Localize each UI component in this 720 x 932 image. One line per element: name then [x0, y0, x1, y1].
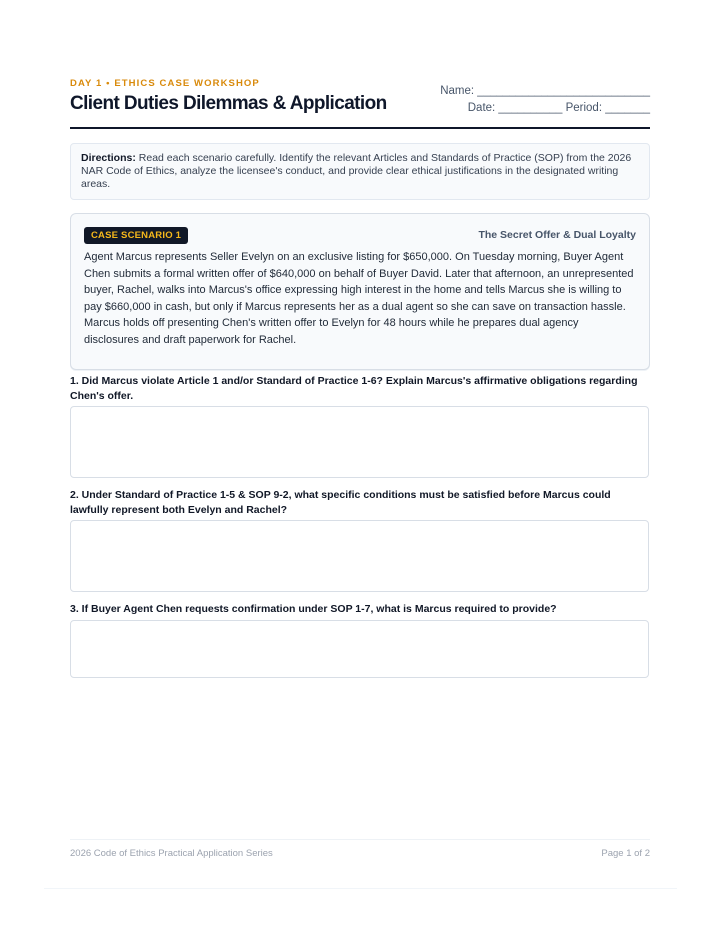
case-scenario-badge: CASE SCENARIO 1 — [84, 227, 188, 244]
worksheet-page — [70, 0, 650, 932]
question-3: 3. If Buyer Agent Chen requests confirmation under SOP 1-7, what is Marcus required to provide? — [70, 603, 557, 615]
directions-box — [70, 143, 650, 200]
case-scenario-text: Agent Marcus represents Seller Evelyn on an exclusive listing for $650,000. On Tuesday morning, Buyer Agent Chen submits a formal written offer of $640,000 on behalf of Buyer David. Later that afternoon, an unrepresented buyer, Rachel, walks into Marcus's office expressing high interest in the home and tells Marcus she is willing to pay $660,000 in cash, but only if Marcus represents her as a dual agent so she can save on transaction hassle. Marcus holds off presenting Chen's written offer to Evelyn for 48 hours while he prepares dual agency disclosures and draft paperwork for Rachel. — [84, 251, 634, 346]
question-2: 2. Under Standard of Practice 1-5 & SOP 9-2, what specific conditions must be satisfied before Marcus could lawfully represent both Evelyn and Rachel? — [70, 489, 611, 516]
name-field-line: Name: ___________________________ — [440, 85, 650, 97]
answer-box-1[interactable] — [70, 406, 649, 478]
answer-box-3[interactable] — [70, 620, 649, 678]
answer-box-2[interactable] — [70, 520, 649, 592]
question-1: 1. Did Marcus violate Article 1 and/or Standard of Practice 1-6? Explain Marcus's affirmative obligations regarding Chen's offer. — [70, 375, 638, 402]
header-divider — [70, 127, 650, 129]
page-bottom-divider — [44, 888, 677, 889]
worksheet-eyebrow: DAY 1 • ETHICS CASE WORKSHOP — [70, 78, 260, 89]
directions-label: Directions: — [81, 152, 136, 164]
case-scenario-card — [70, 213, 650, 370]
footer-divider — [70, 839, 650, 840]
directions-text: Read each scenario carefully. Identify the relevant Articles and Standards of Practice (SOP) from the 2026 NAR Code of Ethics, analyze the licensee's conduct, and provide clear ethical justifications in the designated writing areas. — [81, 152, 632, 190]
date-period-field-line: Date: __________ Period: _______ — [467, 102, 650, 114]
footer-series: 2026 Code of Ethics Practical Application Series — [70, 848, 273, 859]
page-number: Page 1 of 2 — [601, 848, 650, 859]
case-scenario-title: The Secret Offer & Dual Loyalty — [478, 229, 636, 241]
page-title: Client Duties Dilemmas & Application — [70, 93, 387, 114]
